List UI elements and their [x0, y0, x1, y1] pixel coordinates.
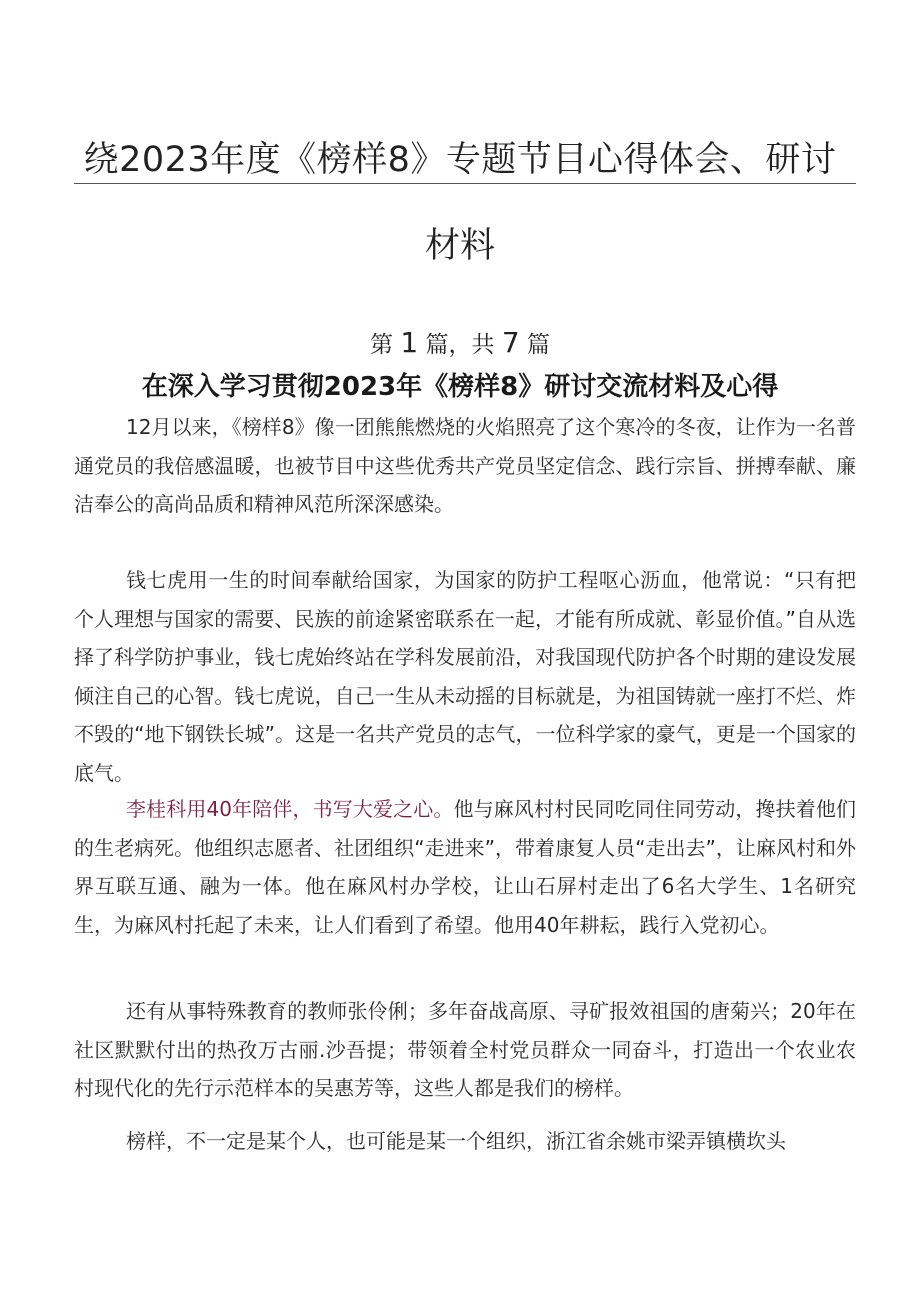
part-number: 1	[400, 326, 419, 359]
document-title-line-1: 绕2023年度《榜样8》专题节目心得体会、研讨	[83, 140, 837, 180]
part-label-suffix: 篇	[526, 332, 550, 358]
paragraph-3-lead: 李桂科用40年陪伴，书写大爱之心。	[126, 797, 454, 821]
paragraph-1: 12月以来，《榜样8》像一团熊熊燃烧的火焰照亮了这个寒冷的冬夜，让作为一名普通党员的我倍感温暖，也被节目中这些优秀共产党员坚定信念、践行宗旨、拼搏奉献、廉洁奉公的高尚品质和精神风范所深深感染。	[74, 415, 856, 516]
paragraph-5: 榜样，不一定是某个人，也可能是某一个组织，浙江省余姚市梁弄镇横坎头	[126, 1129, 786, 1153]
paragraph-3	[74, 790, 856, 944]
part-label	[60, 326, 860, 362]
paragraph-4: 还有从事特殊教育的教师张伶俐；多年奋战高原、寻矿报效祖国的唐菊兴；20年在社区默默付出的热孜万古丽.沙吾提；带领着全村党员群众一同奋斗，打造出一个农业农村现代化的先行示范样本的吴惠芳等，这些人都是我们的榜样。	[74, 999, 856, 1100]
section-title: 在深入学习贯彻2023年《榜样8》研讨交流材料及心得	[141, 372, 779, 402]
title-underline-rule	[74, 183, 856, 184]
paragraph-3-rest: 他与麻风村村民同吃同住同劳动，搀扶着他们的生老病死。他组织志愿者、社团组织“走进来”，带着康复人员“走出去”，让麻风村和外界互联互通、融为一体。他在麻风村办学校，让山石屏村走出了6名大学生、1名研究生，为麻风村托起了未来，让人们看到了希望。他用40年耕耘，践行入党初心。	[74, 797, 856, 937]
paragraph-2: 钱七虎用一生的时间奉献给国家，为国家的防护工程呕心沥血，他常说：“只有把个人理想与国家的需要、民族的前途紧密联系在一起，才能有所成就、彰显价值。”自从选择了科学防护事业，钱七虎始终站在学科发展前沿，对我国现代防护各个时期的建设发展倾注自己的心智。钱七虎说，自己一生从未动摇的目标就是，为祖国铸就一座打不烂、炸不毁的“地下钢铁长城”。这是一名共产党员的志气，一位科学家的豪气，更是一个国家的底气。	[74, 568, 856, 785]
part-total: 7	[501, 326, 520, 359]
part-label-prefix: 第	[370, 332, 394, 358]
document-title-line-2: 材料	[424, 226, 495, 266]
part-label-mid: 篇，共	[425, 332, 495, 358]
